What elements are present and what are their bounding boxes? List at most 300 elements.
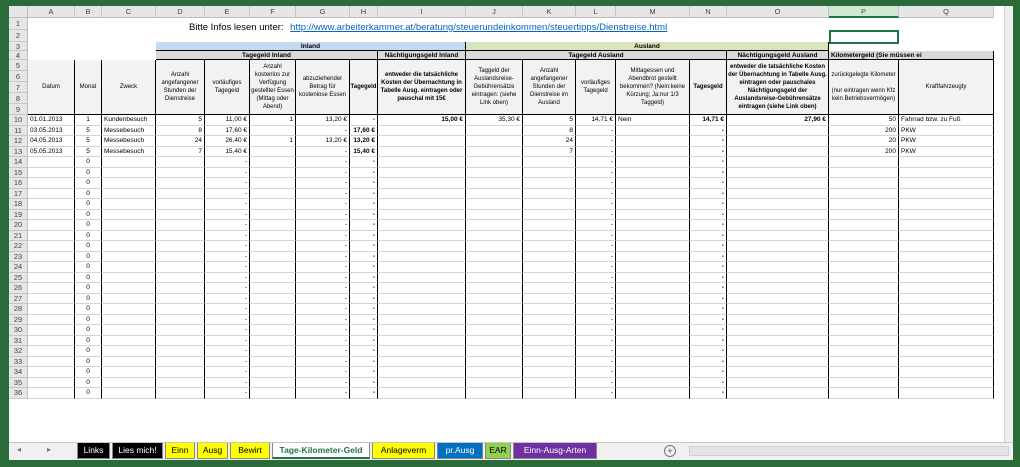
cell-b[interactable]: 0 (75, 178, 102, 189)
cell-a[interactable] (28, 336, 75, 347)
cell-e[interactable]: - (205, 304, 250, 315)
cell-e[interactable]: - (205, 315, 250, 326)
cell-l[interactable]: - (576, 199, 616, 210)
cell-c[interactable] (102, 157, 156, 168)
cell-q[interactable] (899, 199, 994, 210)
cell-b[interactable]: 0 (75, 378, 102, 389)
cell-o[interactable] (727, 325, 829, 336)
cell-c[interactable]: Messebesuch (102, 126, 156, 137)
cell-m[interactable] (616, 294, 690, 305)
cell-o[interactable] (727, 136, 829, 147)
cell-k[interactable] (523, 367, 576, 378)
cell-e[interactable]: - (205, 262, 250, 273)
cell-i[interactable] (378, 357, 466, 368)
cell-p[interactable] (829, 346, 899, 357)
cell-p[interactable] (829, 241, 899, 252)
cell-f[interactable]: 1 (250, 115, 296, 126)
cell-p[interactable] (829, 367, 899, 378)
cell-p[interactable] (829, 283, 899, 294)
cell-c[interactable] (102, 325, 156, 336)
cell-e[interactable]: 15,40 € (205, 147, 250, 158)
cell-f[interactable] (250, 199, 296, 210)
cell-p[interactable]: 200 (829, 147, 899, 158)
cell-p[interactable] (829, 178, 899, 189)
cell-m[interactable] (616, 378, 690, 389)
cell-i[interactable] (378, 231, 466, 242)
cell-j[interactable] (466, 388, 523, 399)
cell-m[interactable] (616, 220, 690, 231)
cell-i[interactable] (378, 252, 466, 263)
cell-i[interactable] (378, 273, 466, 284)
cell-c[interactable]: Messebesuch (102, 136, 156, 147)
cell-i[interactable] (378, 147, 466, 158)
cell-p[interactable] (829, 388, 899, 399)
cell-p[interactable] (829, 157, 899, 168)
row-header[interactable]: 22 (9, 241, 28, 252)
cell-l[interactable]: - (576, 126, 616, 137)
cell-c[interactable] (102, 357, 156, 368)
cell-e[interactable]: 17,60 € (205, 126, 250, 137)
cell-j[interactable] (466, 336, 523, 347)
cell-m[interactable] (616, 336, 690, 347)
sheet-tab-ear[interactable]: EAR (485, 443, 511, 459)
row-header[interactable]: 27 (9, 294, 28, 305)
cell-d[interactable] (156, 315, 205, 326)
cell-j[interactable] (466, 283, 523, 294)
cell-q[interactable] (899, 388, 994, 399)
cell-c[interactable]: Messebesuch (102, 147, 156, 158)
cell-q[interactable] (899, 262, 994, 273)
cell-n[interactable]: - (690, 283, 727, 294)
cell-q[interactable] (899, 252, 994, 263)
cell-c[interactable] (102, 210, 156, 221)
cell-b[interactable]: 5 (75, 136, 102, 147)
column-header-p[interactable]: P (829, 6, 899, 18)
cell-j[interactable] (466, 315, 523, 326)
cell-m[interactable] (616, 357, 690, 368)
cell-e[interactable]: - (205, 199, 250, 210)
cell-o[interactable] (727, 157, 829, 168)
cell-p[interactable] (829, 252, 899, 263)
cell-d[interactable] (156, 357, 205, 368)
cell-f[interactable]: 1 (250, 136, 296, 147)
cell-q[interactable] (899, 157, 994, 168)
row-header[interactable]: 4 (9, 51, 28, 60)
cell-k[interactable] (523, 357, 576, 368)
cell-b[interactable]: 0 (75, 346, 102, 357)
cell-i[interactable] (378, 241, 466, 252)
cell-n[interactable]: - (690, 357, 727, 368)
cell-c[interactable] (102, 262, 156, 273)
cell-a[interactable] (28, 168, 75, 179)
cell-l[interactable]: - (576, 304, 616, 315)
cell-l[interactable]: - (576, 357, 616, 368)
cell-o[interactable] (727, 357, 829, 368)
cell-k[interactable] (523, 304, 576, 315)
cell-c[interactable]: Kundenbesuch (102, 115, 156, 126)
cell-g[interactable]: - (296, 157, 350, 168)
row-header[interactable]: 9 (9, 104, 28, 115)
cell-q[interactable] (899, 231, 994, 242)
cell-a[interactable] (28, 262, 75, 273)
cell-c[interactable] (102, 283, 156, 294)
column-header-m[interactable]: M (616, 6, 690, 18)
cell-h[interactable]: - (350, 220, 378, 231)
cell-j[interactable] (466, 273, 523, 284)
cell-b[interactable]: 0 (75, 220, 102, 231)
row-header[interactable]: 14 (9, 157, 28, 168)
cell-d[interactable] (156, 346, 205, 357)
cell-m[interactable] (616, 304, 690, 315)
cell-b[interactable]: 0 (75, 325, 102, 336)
cell-k[interactable] (523, 378, 576, 389)
cell-i[interactable] (378, 262, 466, 273)
cell-d[interactable] (156, 388, 205, 399)
cell-e[interactable]: - (205, 273, 250, 284)
cell-l[interactable]: - (576, 252, 616, 263)
row-header[interactable]: 10 (9, 115, 28, 126)
sheet-tab-bewirt[interactable]: Bewirt (230, 443, 270, 459)
cell-h[interactable]: - (350, 346, 378, 357)
cell-i[interactable] (378, 378, 466, 389)
cell-h[interactable]: - (350, 262, 378, 273)
cell-k[interactable] (523, 199, 576, 210)
cell-h[interactable]: - (350, 283, 378, 294)
cell-n[interactable]: - (690, 231, 727, 242)
cell-b[interactable]: 5 (75, 147, 102, 158)
cell-a[interactable] (28, 304, 75, 315)
cell-h[interactable]: - (350, 315, 378, 326)
cell-m[interactable] (616, 283, 690, 294)
cell-h[interactable]: - (350, 325, 378, 336)
column-header-a[interactable]: A (28, 6, 75, 18)
cell-g[interactable]: - (296, 346, 350, 357)
cell-q[interactable] (899, 346, 994, 357)
cell-q[interactable] (899, 220, 994, 231)
row-header[interactable]: 26 (9, 283, 28, 294)
cell-d[interactable] (156, 199, 205, 210)
cell-e[interactable]: - (205, 220, 250, 231)
cell-b[interactable]: 0 (75, 241, 102, 252)
cell-e[interactable]: - (205, 336, 250, 347)
cell-i[interactable] (378, 367, 466, 378)
cell-k[interactable] (523, 210, 576, 221)
cell-n[interactable]: - (690, 241, 727, 252)
cell-b[interactable]: 0 (75, 231, 102, 242)
cell-a[interactable]: 04.05.2013 (28, 136, 75, 147)
cell-i[interactable] (378, 325, 466, 336)
column-header-c[interactable]: C (102, 6, 156, 18)
cell-g[interactable]: - (296, 315, 350, 326)
cell-n[interactable]: - (690, 325, 727, 336)
cell-o[interactable]: 27,90 € (727, 115, 829, 126)
cell-c[interactable] (102, 273, 156, 284)
cell-d[interactable] (156, 241, 205, 252)
cell-m[interactable] (616, 273, 690, 284)
cell-c[interactable] (102, 378, 156, 389)
cell-j[interactable] (466, 126, 523, 137)
cell-i[interactable] (378, 315, 466, 326)
column-header-k[interactable]: K (523, 6, 576, 18)
cell-c[interactable] (102, 231, 156, 242)
cell-f[interactable] (250, 388, 296, 399)
cell-a[interactable] (28, 357, 75, 368)
cell-m[interactable] (616, 325, 690, 336)
cell-o[interactable] (727, 252, 829, 263)
cell-l[interactable]: - (576, 315, 616, 326)
row-header[interactable]: 18 (9, 199, 28, 210)
cell-n[interactable]: - (690, 220, 727, 231)
cell-l[interactable]: - (576, 336, 616, 347)
info-link[interactable]: http://www.arbeiterkammer.at/beratung/steuerundeinkommen/steuertipps/Dienstreise.html (290, 22, 668, 33)
cell-k[interactable] (523, 283, 576, 294)
cell-o[interactable] (727, 126, 829, 137)
cell-f[interactable] (250, 294, 296, 305)
cell-a[interactable] (28, 178, 75, 189)
cell-o[interactable] (727, 294, 829, 305)
row-header[interactable]: 28 (9, 304, 28, 315)
cell-q[interactable] (899, 315, 994, 326)
cell-d[interactable] (156, 157, 205, 168)
cell-d[interactable] (156, 189, 205, 200)
cell-i[interactable] (378, 168, 466, 179)
cell-c[interactable] (102, 294, 156, 305)
cell-j[interactable] (466, 189, 523, 200)
row-header[interactable]: 32 (9, 346, 28, 357)
cell-n[interactable]: - (690, 262, 727, 273)
row-header[interactable]: 16 (9, 178, 28, 189)
cell-o[interactable] (727, 210, 829, 221)
cell-j[interactable] (466, 136, 523, 147)
cell-l[interactable]: - (576, 231, 616, 242)
row-header[interactable]: 12 (9, 136, 28, 147)
cell-o[interactable] (727, 168, 829, 179)
cell-i[interactable] (378, 283, 466, 294)
row-header[interactable]: 13 (9, 147, 28, 158)
cell-h[interactable]: - (350, 378, 378, 389)
cell-a[interactable] (28, 273, 75, 284)
cell-q[interactable] (899, 378, 994, 389)
cell-j[interactable] (466, 325, 523, 336)
horizontal-scrollbar[interactable] (689, 446, 1009, 456)
cell-g[interactable]: - (296, 283, 350, 294)
cell-q[interactable] (899, 294, 994, 305)
cell-p[interactable] (829, 378, 899, 389)
cell-n[interactable]: - (690, 178, 727, 189)
cell-g[interactable]: - (296, 178, 350, 189)
cell-a[interactable] (28, 367, 75, 378)
column-header-l[interactable]: L (576, 6, 616, 18)
cell-l[interactable]: - (576, 210, 616, 221)
cell-d[interactable] (156, 283, 205, 294)
cell-m[interactable] (616, 367, 690, 378)
cell-d[interactable]: 5 (156, 115, 205, 126)
cell-i[interactable] (378, 136, 466, 147)
sheet-tab-anlageverm[interactable]: Anlageverm (372, 443, 435, 459)
cell-q[interactable] (899, 325, 994, 336)
tab-prev-icon[interactable]: ◂ (17, 445, 22, 454)
cell-m[interactable] (616, 210, 690, 221)
cell-j[interactable] (466, 168, 523, 179)
column-header-n[interactable]: N (690, 6, 727, 18)
cell-l[interactable]: - (576, 378, 616, 389)
cell-k[interactable]: 7 (523, 147, 576, 158)
cell-e[interactable]: - (205, 346, 250, 357)
cell-c[interactable] (102, 168, 156, 179)
cell-h[interactable]: 17,60 € (350, 126, 378, 137)
cell-n[interactable]: - (690, 304, 727, 315)
cell-e[interactable]: - (205, 157, 250, 168)
cell-h[interactable]: - (350, 189, 378, 200)
cell-d[interactable]: 8 (156, 126, 205, 137)
cell-n[interactable]: 14,71 € (690, 115, 727, 126)
row-header[interactable]: 29 (9, 315, 28, 326)
cell-b[interactable]: 0 (75, 199, 102, 210)
cell-j[interactable] (466, 220, 523, 231)
cell-h[interactable]: 13,20 € (350, 136, 378, 147)
cell-d[interactable] (156, 336, 205, 347)
sheet-tab-einn[interactable]: Einn (165, 443, 195, 459)
cell-o[interactable] (727, 336, 829, 347)
cell-c[interactable] (102, 336, 156, 347)
cell-l[interactable]: - (576, 241, 616, 252)
cell-i[interactable] (378, 178, 466, 189)
cell-q[interactable] (899, 367, 994, 378)
cell-b[interactable]: 0 (75, 262, 102, 273)
cell-f[interactable] (250, 346, 296, 357)
cell-k[interactable] (523, 189, 576, 200)
row-header[interactable]: 5 (9, 60, 28, 71)
cell-b[interactable]: 0 (75, 273, 102, 284)
column-header-i[interactable]: I (378, 6, 466, 18)
cell-p[interactable] (829, 336, 899, 347)
cell-i[interactable] (378, 199, 466, 210)
cell-d[interactable] (156, 168, 205, 179)
cell-a[interactable]: 01.01.2013 (28, 115, 75, 126)
cell-i[interactable] (378, 388, 466, 399)
cell-m[interactable] (616, 262, 690, 273)
cell-l[interactable]: - (576, 220, 616, 231)
row-header[interactable]: 8 (9, 93, 28, 104)
cell-g[interactable]: - (296, 189, 350, 200)
cell-a[interactable] (28, 157, 75, 168)
sheet-tab-links[interactable]: Links (77, 443, 110, 459)
cell-k[interactable] (523, 220, 576, 231)
cell-m[interactable] (616, 147, 690, 158)
cell-h[interactable]: - (350, 115, 378, 126)
cell-k[interactable] (523, 241, 576, 252)
column-header-q[interactable]: Q (899, 6, 994, 18)
cell-p[interactable] (829, 273, 899, 284)
cell-p[interactable]: 20 (829, 136, 899, 147)
cell-m[interactable] (616, 241, 690, 252)
cell-j[interactable] (466, 262, 523, 273)
cell-o[interactable] (727, 283, 829, 294)
cell-d[interactable] (156, 294, 205, 305)
cell-b[interactable]: 0 (75, 189, 102, 200)
cell-n[interactable]: - (690, 294, 727, 305)
cell-p[interactable] (829, 325, 899, 336)
cell-m[interactable] (616, 168, 690, 179)
cell-d[interactable] (156, 252, 205, 263)
cell-m[interactable] (616, 157, 690, 168)
cell-k[interactable] (523, 294, 576, 305)
cell-q[interactable]: PKW (899, 126, 994, 137)
cell-c[interactable] (102, 388, 156, 399)
cell-h[interactable]: - (350, 199, 378, 210)
cell-l[interactable]: - (576, 157, 616, 168)
row-header[interactable]: 31 (9, 336, 28, 347)
row-header[interactable]: 33 (9, 357, 28, 368)
cell-g[interactable]: - (296, 273, 350, 284)
cell-o[interactable] (727, 388, 829, 399)
cell-o[interactable] (727, 189, 829, 200)
cell-k[interactable] (523, 325, 576, 336)
cell-c[interactable] (102, 189, 156, 200)
cell-p[interactable] (829, 189, 899, 200)
cell-k[interactable] (523, 273, 576, 284)
cell-a[interactable] (28, 231, 75, 242)
cell-f[interactable] (250, 304, 296, 315)
cell-f[interactable] (250, 262, 296, 273)
cell-e[interactable]: - (205, 231, 250, 242)
cell-q[interactable]: PKW (899, 136, 994, 147)
cell-e[interactable]: - (205, 325, 250, 336)
row-header[interactable]: 19 (9, 210, 28, 221)
cell-g[interactable]: - (296, 210, 350, 221)
cell-n[interactable]: - (690, 168, 727, 179)
cell-i[interactable] (378, 189, 466, 200)
cell-o[interactable] (727, 231, 829, 242)
cell-p[interactable] (829, 220, 899, 231)
cell-m[interactable] (616, 126, 690, 137)
cell-c[interactable] (102, 346, 156, 357)
cell-n[interactable]: - (690, 367, 727, 378)
cell-d[interactable] (156, 220, 205, 231)
row-header[interactable]: 35 (9, 378, 28, 389)
cell-l[interactable]: - (576, 178, 616, 189)
row-header[interactable]: 24 (9, 262, 28, 273)
row-header[interactable]: 17 (9, 189, 28, 200)
cell-e[interactable]: - (205, 241, 250, 252)
cell-f[interactable] (250, 315, 296, 326)
cell-p[interactable]: 50 (829, 115, 899, 126)
cell-j[interactable] (466, 357, 523, 368)
cell-e[interactable]: - (205, 357, 250, 368)
row-header[interactable]: 7 (9, 82, 28, 93)
cell-g[interactable]: - (296, 357, 350, 368)
cell-e[interactable]: - (205, 178, 250, 189)
cell-n[interactable]: - (690, 157, 727, 168)
cell-n[interactable]: - (690, 210, 727, 221)
cell-b[interactable]: 1 (75, 115, 102, 126)
cell-l[interactable]: - (576, 262, 616, 273)
cell-i[interactable] (378, 157, 466, 168)
cell-f[interactable] (250, 336, 296, 347)
cell-f[interactable] (250, 157, 296, 168)
cell-j[interactable] (466, 294, 523, 305)
cell-k[interactable] (523, 252, 576, 263)
cell-f[interactable] (250, 357, 296, 368)
cell-n[interactable]: - (690, 388, 727, 399)
cell-d[interactable]: 7 (156, 147, 205, 158)
cell-i[interactable] (378, 126, 466, 137)
cell-a[interactable] (28, 388, 75, 399)
cell-h[interactable]: - (350, 252, 378, 263)
cell-q[interactable] (899, 336, 994, 347)
cell-o[interactable] (727, 241, 829, 252)
cell-g[interactable]: - (296, 168, 350, 179)
